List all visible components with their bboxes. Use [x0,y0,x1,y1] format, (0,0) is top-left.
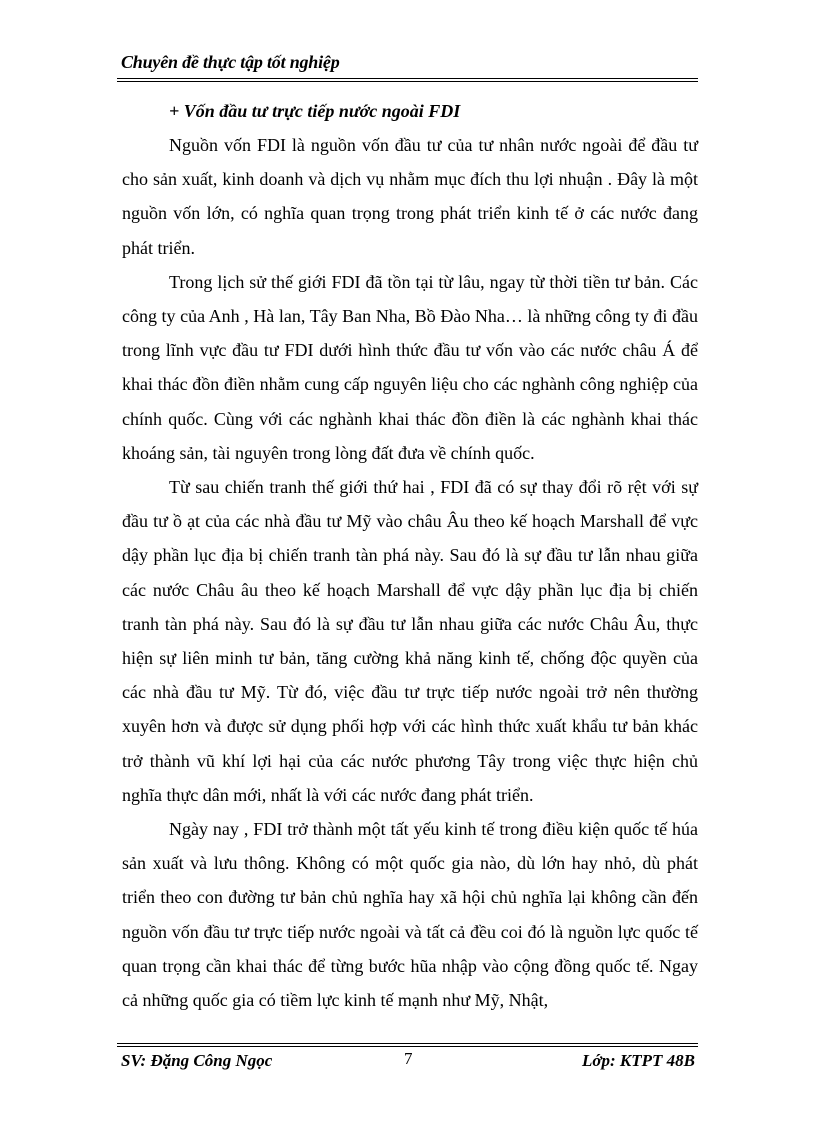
header-rule-bottom [117,81,698,82]
footer-rule-top [117,1043,698,1044]
header-rule-top [117,78,698,79]
page-header-title: Chuyên đề thực tập tốt nghiệp [121,52,340,72]
footer-rule-bottom [117,1046,698,1047]
footer-class: Lớp: KTPT 48B [582,1051,695,1070]
section-heading: + Vốn đầu tư trực tiếp nước ngoài FDI [169,101,461,121]
paragraph-2: Trong lịch sử thế giới FDI đã tồn tại từ lâu, ngay từ thời tiền tư bản. Các công ty của Anh , Hà lan, Tây Ban Nha, Bồ Đào Nha… là những công ty đi đầu trong lĩnh vực đầu tư FDI dưới hình thức đầu tư vốn vào các nước châu Á để khai thác đồn điền nhằm cung cấp nguyên liệu cho các nghành công nghiệp của chính quốc. Cùng với các nghành khai thác đồn điền là các nghành khai thác khoáng sản, tài nguyên trong lòng đất đưa về chính quốc. [122,271,698,463]
page-number: 7 [404,1049,413,1068]
footer-student-name: SV: Đặng Công Ngọc [121,1051,273,1070]
paragraph-3: Từ sau chiến tranh thế giới thứ hai , FDI đã có sự thay đổi rõ rệt với sự đầu tư ồ ạt của các nhà đầu tư Mỹ vào châu Âu theo kế hoạch Marshall để vực dậy phần lục địa bị chiến tranh tàn phá này. Sau đó là sự đầu tư lẫn nhau giữa các nước Châu âu theo kế hoạch Marshall để vực dậy phần lục địa bị chiến tranh tàn phá này. Sau đó là sự đầu tư lẫn nhau giữa các nước Châu Âu, thực hiện sự liên minh tư bản, tăng cường khả năng kinh tế, chống độc quyền của các nhà đầu tư Mỹ. Từ đó, việc đầu tư trực tiếp nước ngoài trở nên thường xuyên hơn và được sử dụng phối hợp với các hình thức xuất khẩu tư bản khác trở thành vũ khí lợi hại của các nước phương Tây trong việc thực hiện chủ nghĩa thực dân mới, nhất là với các nước đang phát triển. [122,477,698,805]
paragraph-1: Nguồn vốn FDI là nguồn vốn đầu tư của tư nhân nước ngoài để đầu tư cho sản xuất, kinh doanh và dịch vụ nhằm mục đích thu lợi nhuận . Đây là một nguồn vốn lớn, có nghĩa quan trọng trong phát triển kinh tế ở các nước đang phát triển. [122,135,698,258]
paragraph-4: Ngày nay , FDI trở thành một tất yếu kinh tế trong điều kiện quốc tế húa sản xuất và lưu thông. Không có một quốc gia nào, dù lớn hay nhỏ, dù phát triển theo con đường tư bản chủ nghĩa hay xã hội chủ nghĩa lại không cần đến nguồn vốn đầu tư trực tiếp nước ngoài và tất cả đều coi đó là nguồn lực quốc tế quan trọng cần khai thác để từng bước hũa nhập vào cộng đồng quốc tế. Ngay cả những quốc gia có tiềm lực kinh tế mạnh như Mỹ, Nhật, [122,819,698,1011]
document-body [122,94,698,1017]
